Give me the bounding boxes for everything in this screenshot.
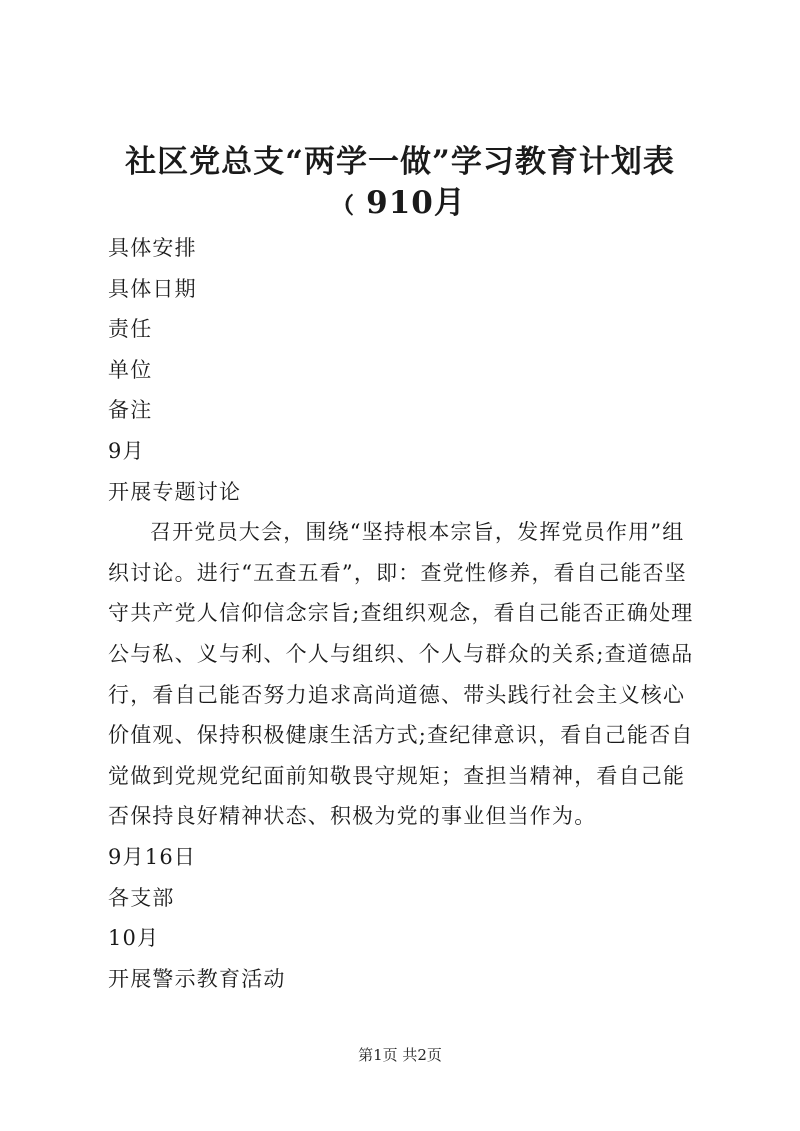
paragraph-arrangement: 具体安排 [108, 236, 197, 260]
paragraph-month-september: 9月 [108, 438, 145, 463]
page-footer: 第1页 共2页 [358, 1046, 442, 1064]
paragraph-unit-label: 单位 [108, 357, 153, 382]
page-subtitle: ﹙910月 [334, 185, 466, 221]
paragraph-branches: 各支部 [108, 885, 175, 910]
paragraph-date-label: 具体日期 [108, 276, 197, 301]
paragraph-warning-education: 开展警示教育活动 [108, 966, 286, 991]
document-body [108, 228, 706, 999]
paragraph-responsibility-label: 责任 [108, 317, 153, 342]
paragraph-remarks-label: 备注 [108, 398, 153, 423]
paragraph-discussion-detail: 召开党员大会，围绕“坚持根本宗旨，发挥党员作用”组织讨论。进行“五查五看”，即：查党性修养，看自己能否坚守共产党人信仰信念宗旨;查组织观念，看自己能否正确处理公与私、义与利、个人与组织、个人与群众的关系;查道德品行，看自己能否努力追求高尚道德、带头践行社会主义核心价值观、保持积极健康生活方式;查纪律意识，看自己能否自觉做到党规党纪面前知敬畏守规矩；查担当精神，看自己能否保持良好精神状态、积极为党的事业但当作为。 [108, 520, 694, 829]
paragraph-month-october: 10月 [108, 926, 160, 951]
paragraph-topic-discussion: 开展专题讨论 [108, 479, 242, 504]
page-title: 社区党总支“两学一做”学习教育计划表 [125, 144, 675, 180]
paragraph-date-september-16: 9月16日 [108, 844, 197, 869]
